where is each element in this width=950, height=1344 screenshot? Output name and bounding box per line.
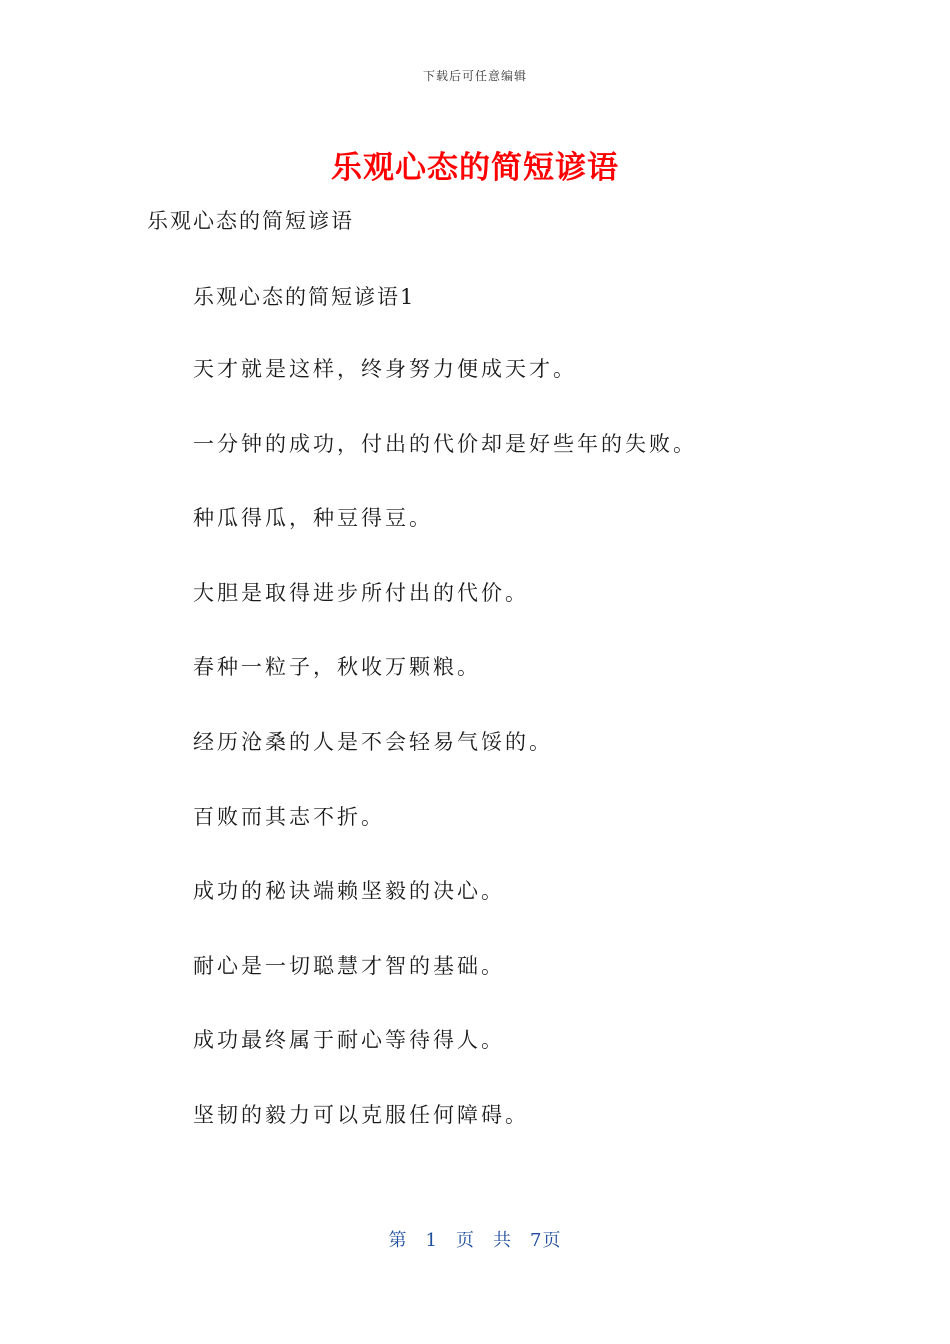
proverb-item: 经历沧桑的人是不会轻易气馁的。 bbox=[193, 729, 553, 754]
proverb-item: 耐心是一切聪慧才智的基础。 bbox=[193, 953, 505, 978]
proverb-item: 春种一粒子，秋收万颗粮。 bbox=[193, 655, 481, 680]
document-title: 乐观心态的简短谚语 bbox=[331, 150, 619, 186]
proverb-item: 成功的秘诀端赖坚毅的决心。 bbox=[193, 879, 505, 904]
proverb-item: 天才就是这样，终身努力便成天才。 bbox=[193, 357, 577, 381]
proverb-item: 百败而其志不折。 bbox=[193, 804, 385, 829]
footer-total-pages: 7页 bbox=[530, 1230, 562, 1251]
document-subtitle: 乐观心态的简短谚语 bbox=[147, 209, 354, 233]
page-header-note: 下载后可任意编辑 bbox=[422, 69, 527, 83]
footer-prefix: 第 bbox=[388, 1230, 408, 1251]
proverb-item: 种瓜得瓜，种豆得豆。 bbox=[193, 506, 433, 531]
footer-current-page: 1 bbox=[425, 1230, 438, 1251]
proverb-item: 一分钟的成功，付出的代价却是好些年的失败。 bbox=[193, 431, 697, 456]
proverb-item: 大胆是取得进步所付出的代价。 bbox=[193, 580, 529, 605]
footer-page-word: 页 bbox=[456, 1230, 475, 1251]
proverb-list bbox=[193, 355, 697, 1176]
proverb-item: 成功最终属于耐心等待得人。 bbox=[193, 1028, 505, 1053]
page-footer bbox=[0, 1226, 950, 1252]
section-heading: 乐观心态的简短谚语1 bbox=[193, 285, 416, 309]
proverb-item: 坚韧的毅力可以克服任何障碍。 bbox=[193, 1102, 529, 1127]
footer-total-word: 共 bbox=[493, 1230, 512, 1251]
